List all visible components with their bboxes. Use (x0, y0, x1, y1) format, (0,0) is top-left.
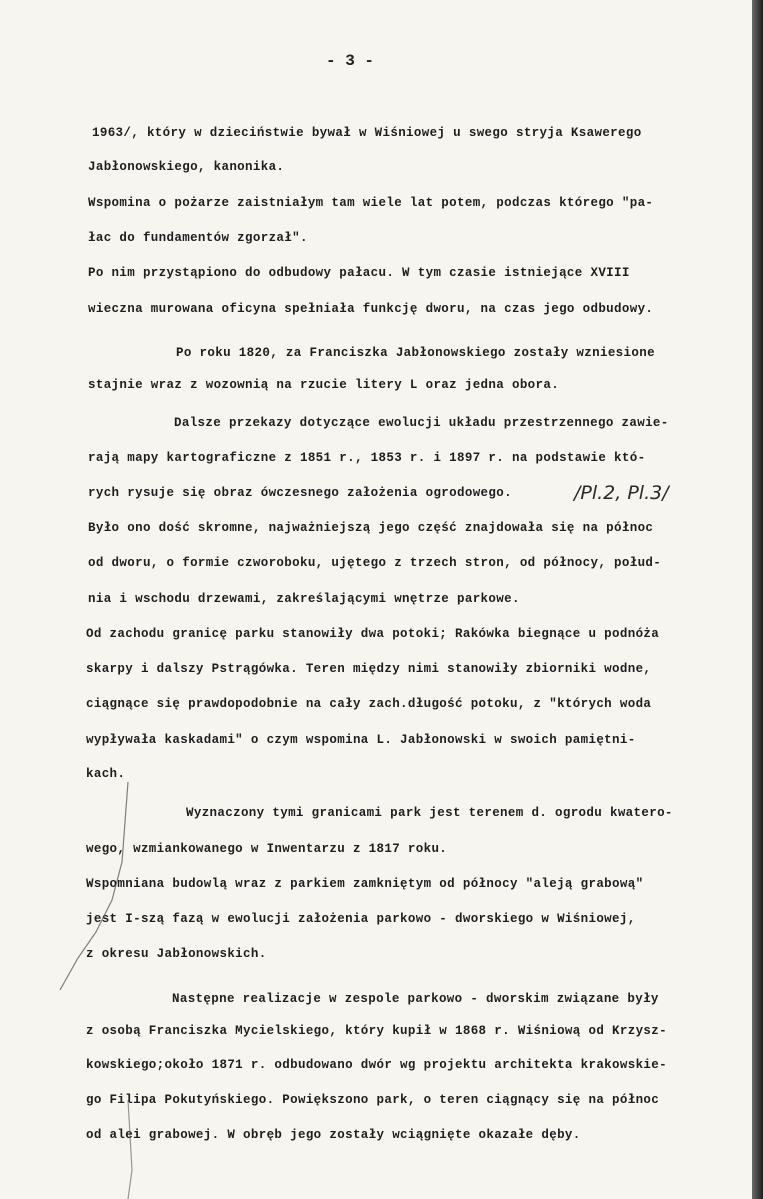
text-line: Od zachodu granicę parku stanowiły dwa potoki; Rakówka biegnące u podnóża (86, 627, 660, 641)
text-line: Wspomniana budowlą wraz z parkiem zamkniętym od północy "aleją grabową" (86, 877, 644, 891)
text-line: łac do fundamentów zgorzał". (88, 231, 308, 245)
page-number: - 3 - (325, 52, 374, 70)
text-line: ciągnące się prawdopodobnie na cały zach.długość potoku, z "których woda (86, 697, 652, 711)
text-line: Wspomina o pożarze zaistniałym tam wiele lat potem, podczas którego "pa- (88, 196, 654, 210)
text-line: 1963/, który w dzieciństwie bywał w Wiśniowej u swego stryja Ksawerego (92, 126, 642, 140)
text-line: od alei grabowej. W obręb jego zostały wciągnięte okazałe dęby. (86, 1128, 581, 1142)
handwritten-note: /Pl.2, Pl.3/ (574, 482, 669, 504)
text-line: kowskiego;około 1871 r. odbudowano dwór wg projektu architekta krakowskie- (86, 1058, 667, 1072)
text-line: z okresu Jabłonowskich. (86, 947, 267, 961)
text-line: wypływała kaskadami" o czym wspomina L. Jabłonowski w swoich pamiętni- (86, 733, 636, 747)
text-line: jest I-szą fazą w ewolucji założenia parkowo - dworskiego w Wiśniowej, (86, 912, 636, 926)
text-line: Po nim przystąpiono do odbudowy pałacu. W tym czasie istniejące XVIII (88, 266, 630, 280)
text-line: wieczna murowana oficyna spełniała funkcję dworu, na czas jego odbudowy. (88, 302, 654, 316)
text-line: nia i wschodu drzewami, zakreślającymi wnętrze parkowe. (88, 592, 520, 606)
text-line: Po roku 1820, za Franciszka Jabłonowskiego zostały wzniesione (176, 346, 655, 360)
text-line: Następne realizacje w zespole parkowo - dworskim związane były (172, 992, 659, 1006)
scan-page-edge (752, 0, 763, 1199)
text-line: go Filipa Pokutyńskiego. Powiększono park, o teren ciągnący się na północ (86, 1093, 660, 1107)
text-line: stajnie wraz z wozownią na rzucie litery L oraz jedna obora. (88, 378, 560, 392)
text-line: z osobą Franciszka Mycielskiego, który kupił w 1868 r. Wiśniową od Krzysz- (86, 1024, 667, 1038)
text-line: rych rysuje się obraz ówczesnego założenia ogrodowego. (88, 486, 512, 500)
text-line: wego, wzmiankowanego w Inwentarzu z 1817 roku. (86, 842, 448, 856)
text-line: Jabłonowskiego, kanonika. (88, 160, 285, 174)
text-line: od dworu, o formie czworoboku, ujętego z trzech stron, od północy, połud- (88, 556, 662, 570)
text-line: rają mapy kartograficzne z 1851 r., 1853 r. i 1897 r. na podstawie któ- (88, 451, 646, 465)
text-line: Było ono dość skromne, najważniejszą jego część znajdowała się na północ (88, 521, 654, 535)
text-line: Wyznaczony tymi granicami park jest terenem d. ogrodu kwatero- (186, 806, 673, 820)
text-line: skarpy i dalszy Pstrągówka. Teren między nimi stanowiły zbiorniki wodne, (86, 662, 652, 676)
text-line: kach. (86, 767, 126, 781)
text-line: Dalsze przekazy dotyczące ewolucji układu przestrzennego zawie- (174, 416, 669, 430)
